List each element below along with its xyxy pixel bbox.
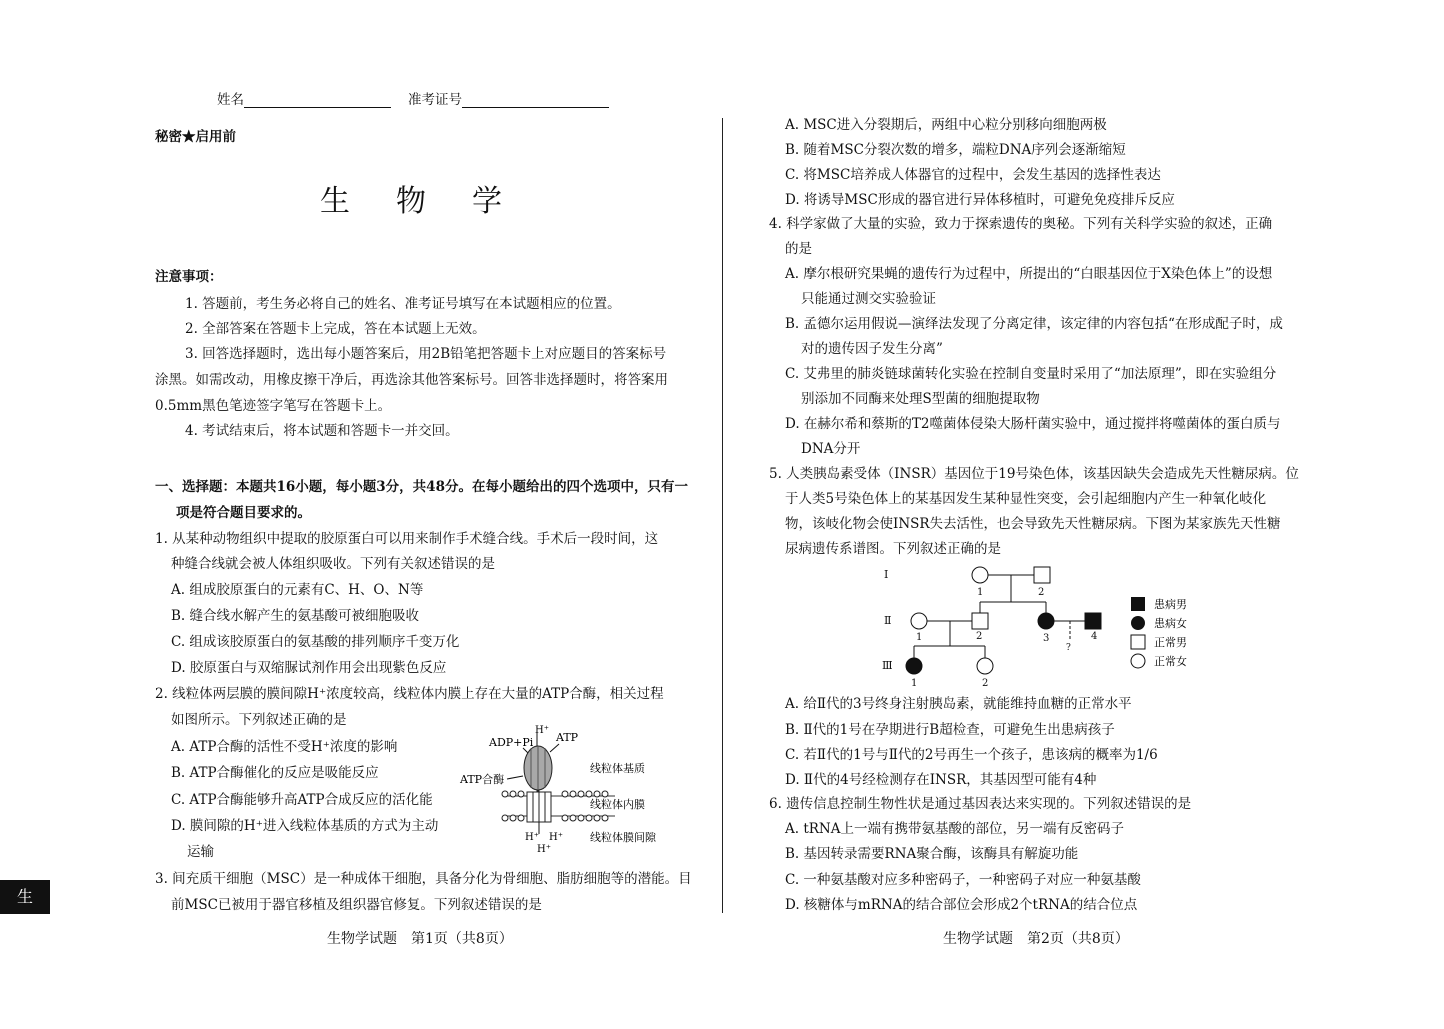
ped-num: 2 bbox=[982, 678, 989, 689]
q1-option-d[interactable]: D. 胶原蛋白与双缩脲试剂作用会出现紫色反应 bbox=[171, 660, 447, 676]
q3-stem: 3. 间充质干细胞（MSC）是一种成体干细胞，具备分化为骨细胞、脂肪细胞等的潜能。目 bbox=[155, 871, 692, 887]
legend-affected-male: 患病男 bbox=[1154, 598, 1187, 611]
q5-stem: 5. 人类胰岛素受体（INSR）基因位于19号染色体，该基因缺失会造成先天性糖尿病。位 bbox=[769, 466, 1299, 482]
notice-item: 涂黑。如需改动，用橡皮擦干净后，再选涂其他答案标号。回答非选择题时，将答案用 bbox=[155, 372, 668, 388]
q1-option-a[interactable]: A. 组成胶原蛋白的元素有C、H、O、N等 bbox=[171, 582, 424, 598]
q2-stem-cont: 如图所示。下列叙述正确的是 bbox=[171, 712, 347, 728]
q6-option-a[interactable]: A. tRNA上一端有携带氨基酸的部位，另一端有反密码子 bbox=[785, 821, 1124, 837]
ped-question: ? bbox=[1066, 643, 1071, 653]
q4-stem-cont: 的是 bbox=[785, 241, 812, 257]
notice-heading: 注意事项： bbox=[155, 269, 223, 285]
q2-stem: 2. 线粒体两层膜的膜间隙H⁺浓度较高，线粒体内膜上存在大量的ATP合酶，相关过程 bbox=[155, 686, 664, 702]
q2-option-b[interactable]: B. ATP合酶催化的反应是吸能反应 bbox=[171, 765, 379, 781]
name-blank[interactable] bbox=[244, 93, 391, 108]
ped-num: 1 bbox=[911, 678, 918, 689]
gen-label-1: Ⅰ bbox=[884, 568, 889, 581]
fig-atp-label: ATP bbox=[556, 731, 579, 744]
ped-num: 1 bbox=[977, 587, 984, 598]
ped-num: 2 bbox=[976, 631, 983, 642]
legend-affected-female: 患病女 bbox=[1154, 617, 1187, 630]
ped-num: 1 bbox=[916, 632, 923, 643]
q4-option-d-cont: DNA分开 bbox=[801, 441, 861, 457]
fig-inner-label: 线粒体内膜 bbox=[590, 798, 645, 811]
fig-space-label: 线粒体膜间隙 bbox=[590, 831, 656, 844]
page-title: 生 物 学 bbox=[320, 184, 510, 219]
q2-option-d-cont: 运输 bbox=[187, 844, 214, 860]
q4-option-d[interactable]: D. 在赫尔希和蔡斯的T2噬菌体侵染大肠杆菌实验中，通过搅拌将噬菌体的蛋白质与 bbox=[785, 416, 1281, 432]
footer-left: 生物学试题 第1页（共8页） bbox=[327, 931, 513, 947]
legend-normal-male: 正常男 bbox=[1154, 636, 1187, 649]
ped-num: 4 bbox=[1091, 631, 1098, 642]
q6-option-b[interactable]: B. 基因转录需要RNA聚合酶，该酶具有解旋功能 bbox=[785, 846, 1079, 862]
fig-synthase-label: ATP合酶 bbox=[460, 773, 505, 786]
fig-h-right: H⁺ bbox=[549, 832, 563, 843]
page-divider bbox=[722, 118, 723, 913]
notice-item: 2. 全部答案在答题卡上完成，答在本试题上无效。 bbox=[185, 321, 486, 337]
legend-normal-male-icon bbox=[1131, 635, 1145, 649]
q5-option-d[interactable]: D. Ⅱ代的4号经检测存在INSR，其基因型可能有4种 bbox=[785, 772, 1097, 788]
q4-option-c[interactable]: C. 艾弗里的肺炎链球菌转化实验在控制自变量时采用了“加法原理”，即在实验组分 bbox=[785, 366, 1277, 382]
name-label: 姓名 bbox=[217, 92, 244, 108]
legend-affected-female-icon bbox=[1131, 616, 1145, 630]
name-field bbox=[217, 90, 391, 110]
fig-hplus-top: H⁺ bbox=[535, 725, 549, 736]
q4-option-b-cont: 对的遗传因子发生分离” bbox=[801, 341, 943, 357]
id-blank[interactable] bbox=[462, 93, 609, 108]
secret-label: 秘密★启用前 bbox=[155, 129, 236, 145]
section-heading-cont: 项是符合题目要求的。 bbox=[176, 505, 311, 521]
section-heading: 一、选择题：本题共16小题，每小题3分，共48分。在每小题给出的四个选项中，只有一 bbox=[155, 479, 688, 495]
notice-item: 3. 回答选择题时，选出每小题答案后，用2B铅笔把答题卡上对应题目的答案标号 bbox=[185, 346, 667, 362]
q4-option-c-cont: 别添加不同酶来处理S型菌的细胞提取物 bbox=[801, 391, 1040, 407]
fig-adp-label: ADP+Pi bbox=[489, 736, 534, 749]
q4-option-b[interactable]: B. 孟德尔运用假说—演绎法发现了分离定律，该定律的内容包括“在形成配子时，成 bbox=[785, 316, 1283, 332]
ped-I1-normal-female bbox=[972, 567, 988, 583]
legend-affected-male-icon bbox=[1131, 597, 1145, 611]
q5-option-b[interactable]: B. Ⅱ代的1号在孕期进行B超检查，可避免生出患病孩子 bbox=[785, 722, 1115, 738]
q3-option-c[interactable]: C. 将MSC培养成人体器官的过程中，会发生基因的选择性表达 bbox=[785, 167, 1161, 183]
ped-II3-affected-female bbox=[1038, 613, 1054, 629]
legend-normal-female-icon bbox=[1131, 654, 1145, 668]
q6-option-d[interactable]: D. 核糖体与mRNA的结合部位会形成2个tRNA的结合位点 bbox=[785, 897, 1138, 913]
fig-matrix-label: 线粒体基质 bbox=[590, 762, 645, 775]
q5-stem-cont: 物，该岐化物会使INSR失去活性，也会导致先天性糖尿病。下图为某家族先天性糖 bbox=[785, 516, 1281, 532]
ped-II4-affected-male bbox=[1085, 613, 1101, 629]
ped-II2-normal-male bbox=[972, 613, 988, 629]
ped-II1-normal-female bbox=[911, 613, 927, 629]
q4-option-a[interactable]: A. 摩尔根研究果蝇的遗传行为过程中，所提出的“白眼基因位于X染色体上”的设想 bbox=[785, 266, 1273, 282]
q5-option-a[interactable]: A. 给Ⅱ代的3号终身注射胰岛素，就能维持血糖的正常水平 bbox=[785, 696, 1132, 712]
notice-item: 4. 考试结束后，将本试题和答题卡一并交回。 bbox=[185, 423, 459, 439]
ped-num: 3 bbox=[1043, 633, 1050, 644]
q4-stem: 4. 科学家做了大量的实验，致力于探索遗传的奥秘。下列有关科学实验的叙述，正确 bbox=[769, 216, 1273, 232]
q2-option-a[interactable]: A. ATP合酶的活性不受H⁺浓度的影响 bbox=[171, 739, 398, 755]
side-subject-tab: 生 bbox=[0, 880, 50, 914]
q1-option-b[interactable]: B. 缝合线水解产生的氨基酸可被细胞吸收 bbox=[171, 608, 420, 624]
q3-option-b[interactable]: B. 随着MSC分裂次数的增多，端粒DNA序列会逐渐缩短 bbox=[785, 142, 1126, 158]
q6-option-c[interactable]: C. 一种氨基酸对应多种密码子，一种密码子对应一种氨基酸 bbox=[785, 872, 1141, 888]
ped-num: 2 bbox=[1038, 587, 1045, 598]
ped-III1-affected-female bbox=[906, 658, 922, 674]
id-label: 准考证号 bbox=[408, 92, 462, 108]
q4-option-a-cont: 只能通过测交实验验证 bbox=[801, 291, 936, 307]
footer-right: 生物学试题 第2页（共8页） bbox=[943, 931, 1129, 947]
q1-stem: 1. 从某种动物组织中提取的胶原蛋白可以用来制作手术缝合线。手术后一段时间，这 bbox=[155, 531, 659, 547]
q2-option-d[interactable]: D. 膜间隙的H⁺进入线粒体基质的方式为主动 bbox=[171, 818, 439, 834]
gen-label-2: Ⅱ bbox=[884, 614, 892, 627]
fig-arrow-out bbox=[550, 744, 559, 752]
id-field bbox=[408, 90, 609, 110]
atp-synthase-figure bbox=[455, 718, 695, 858]
q3-option-d[interactable]: D. 将诱导MSC形成的器官进行异体移植时，可避免免疫排斥反应 bbox=[785, 192, 1175, 208]
q2-option-c[interactable]: C. ATP合酶能够升高ATP合成反应的活化能 bbox=[171, 792, 433, 808]
fig-h-left: H⁺ bbox=[525, 832, 539, 843]
notice-item: 1. 答题前，考生务必将自己的姓名、准考证号填写在本试题相应的位置。 bbox=[185, 296, 621, 312]
ped-I2-normal-male bbox=[1034, 567, 1050, 583]
gen-label-3: Ⅲ bbox=[882, 659, 893, 672]
notice-item: 0.5mm黑色笔迹签字笔写在答题卡上。 bbox=[155, 398, 392, 414]
fig-h-bottom: H⁺ bbox=[537, 844, 551, 855]
legend-normal-female: 正常女 bbox=[1154, 655, 1187, 668]
ped-III2-normal-female bbox=[977, 658, 993, 674]
q1-stem-cont: 种缝合线就会被人体组织吸收。下列有关叙述错误的是 bbox=[171, 556, 495, 572]
q5-stem-cont: 尿病遗传系谱图。下列叙述正确的是 bbox=[785, 541, 1001, 557]
pedigree-chart bbox=[870, 562, 1210, 692]
q1-option-c[interactable]: C. 组成该胶原蛋白的氨基酸的排列顺序千变万化 bbox=[171, 634, 460, 650]
q5-stem-cont: 于人类5号染色体上的某基因发生某种显性突变，会引起细胞内产生一种氧化岐化 bbox=[785, 491, 1267, 507]
q3-option-a[interactable]: A. MSC进入分裂期后，两组中心粒分别移向细胞两极 bbox=[785, 117, 1107, 133]
q6-stem: 6. 遗传信息控制生物性状是通过基因表达来实现的。下列叙述错误的是 bbox=[769, 796, 1192, 812]
q5-option-c[interactable]: C. 若Ⅱ代的1号与Ⅱ代的2号再生一个孩子，患该病的概率为1/6 bbox=[785, 747, 1158, 763]
q3-stem-cont: 前MSC已被用于器官移植及组织器官修复。下列叙述错误的是 bbox=[171, 897, 542, 913]
